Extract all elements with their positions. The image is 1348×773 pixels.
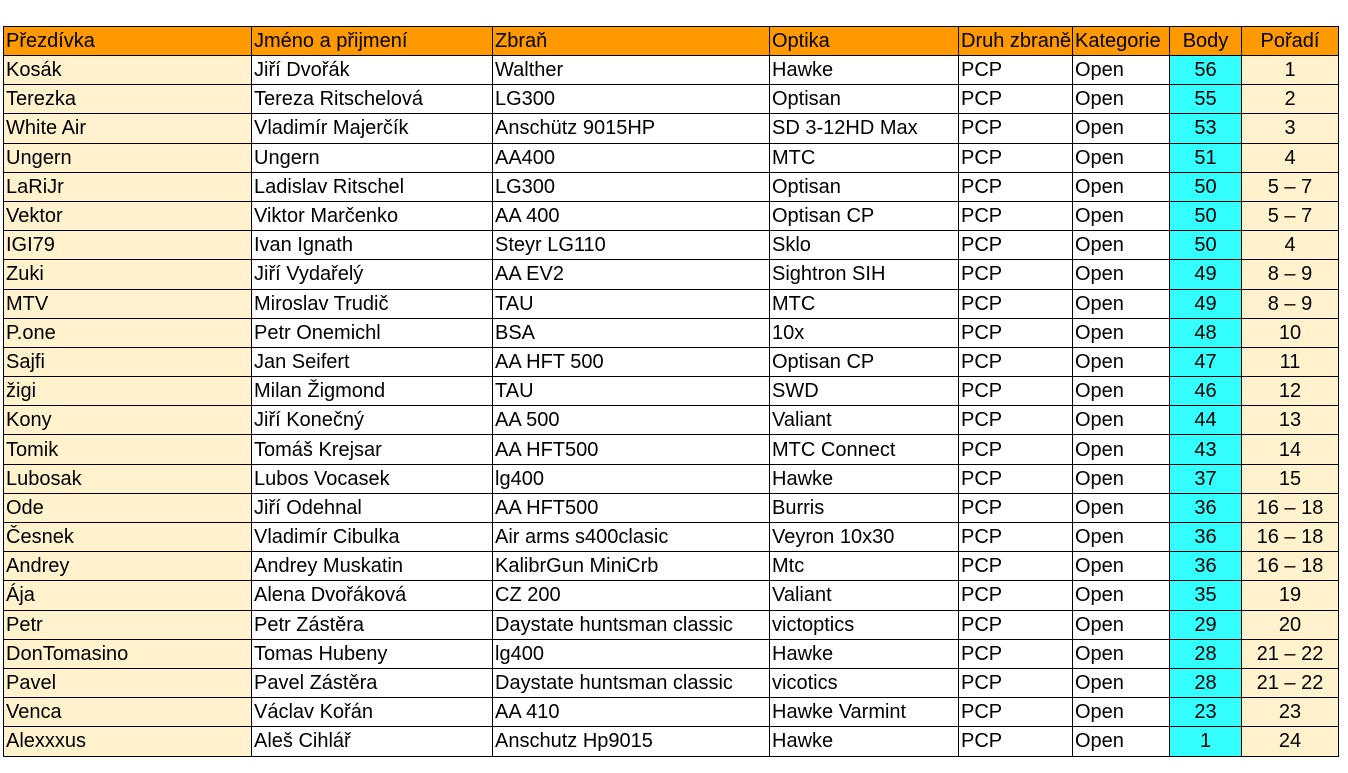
weapon-type-cell[interactable]: PCP <box>959 85 1073 114</box>
optics-cell[interactable]: MTC Connect <box>770 435 959 464</box>
optics-cell[interactable]: Optisan <box>770 172 959 201</box>
category-cell[interactable]: Open <box>1073 318 1170 347</box>
nickname-cell[interactable]: Kony <box>4 406 252 435</box>
results-sheet <box>3 26 1339 757</box>
table-row <box>4 610 1339 639</box>
rank-cell[interactable]: 16 – 18 <box>1242 493 1339 522</box>
name-cell[interactable]: Viktor Marčenko <box>252 201 493 230</box>
rank-cell[interactable]: 8 – 9 <box>1242 260 1339 289</box>
name-cell[interactable]: Jiří Dvořák <box>252 56 493 85</box>
header-nickname[interactable]: Přezdívka <box>4 27 252 56</box>
weapon-cell[interactable]: Air arms s400clasic <box>493 523 770 552</box>
table-row <box>4 114 1339 143</box>
points-cell[interactable]: 49 <box>1170 260 1242 289</box>
nickname-cell[interactable]: White Air <box>4 114 252 143</box>
name-cell[interactable]: Jiří Odehnal <box>252 493 493 522</box>
table-row <box>4 668 1339 697</box>
category-cell[interactable]: Open <box>1073 260 1170 289</box>
rank-cell[interactable]: 21 – 22 <box>1242 639 1339 668</box>
rank-cell[interactable]: 4 <box>1242 231 1339 260</box>
nickname-cell[interactable]: Pavel <box>4 668 252 697</box>
weapon-type-cell[interactable]: PCP <box>959 231 1073 260</box>
table-row <box>4 523 1339 552</box>
nickname-cell[interactable]: MTV <box>4 289 252 318</box>
nickname-cell[interactable]: Ungern <box>4 143 252 172</box>
points-cell[interactable]: 53 <box>1170 114 1242 143</box>
weapon-type-cell[interactable]: PCP <box>959 143 1073 172</box>
table-row <box>4 318 1339 347</box>
weapon-cell[interactable]: BSA <box>493 318 770 347</box>
weapon-type-cell[interactable]: PCP <box>959 406 1073 435</box>
optics-cell[interactable]: victoptics <box>770 610 959 639</box>
rank-cell[interactable]: 16 – 18 <box>1242 552 1339 581</box>
category-cell[interactable]: Open <box>1073 231 1170 260</box>
category-cell[interactable]: Open <box>1073 56 1170 85</box>
table-row <box>4 464 1339 493</box>
category-cell[interactable]: Open <box>1073 435 1170 464</box>
rank-cell[interactable]: 13 <box>1242 406 1339 435</box>
rank-cell[interactable]: 14 <box>1242 435 1339 464</box>
category-cell[interactable]: Open <box>1073 698 1170 727</box>
optics-cell[interactable]: Mtc <box>770 552 959 581</box>
rank-cell[interactable]: 20 <box>1242 610 1339 639</box>
points-cell[interactable]: 50 <box>1170 231 1242 260</box>
optics-cell[interactable]: SWD <box>770 377 959 406</box>
nickname-cell[interactable]: Ája <box>4 581 252 610</box>
weapon-cell[interactable]: AA 410 <box>493 698 770 727</box>
optics-cell[interactable]: Valiant <box>770 581 959 610</box>
table-row <box>4 727 1339 756</box>
weapon-cell[interactable]: TAU <box>493 289 770 318</box>
optics-cell[interactable]: vicotics <box>770 668 959 697</box>
rank-cell[interactable]: 8 – 9 <box>1242 289 1339 318</box>
table-row <box>4 581 1339 610</box>
name-cell[interactable]: Petr Zástěra <box>252 610 493 639</box>
nickname-cell[interactable]: Terezka <box>4 85 252 114</box>
results-table <box>3 26 1339 757</box>
weapon-cell[interactable]: lg400 <box>493 639 770 668</box>
weapon-type-cell[interactable]: PCP <box>959 464 1073 493</box>
weapon-cell[interactable]: Anschütz 9015HP <box>493 114 770 143</box>
name-cell[interactable]: Petr Onemichl <box>252 318 493 347</box>
name-cell[interactable]: Lubos Vocasek <box>252 464 493 493</box>
header-points[interactable]: Body <box>1170 27 1242 56</box>
weapon-type-cell[interactable]: PCP <box>959 435 1073 464</box>
nickname-cell[interactable]: Andrey <box>4 552 252 581</box>
table-row <box>4 552 1339 581</box>
points-cell[interactable]: 51 <box>1170 143 1242 172</box>
name-cell[interactable]: Jan Seifert <box>252 347 493 376</box>
table-row <box>4 289 1339 318</box>
points-cell[interactable]: 28 <box>1170 639 1242 668</box>
optics-cell[interactable]: MTC <box>770 143 959 172</box>
weapon-cell[interactable]: AA 500 <box>493 406 770 435</box>
rank-cell[interactable]: 1 <box>1242 56 1339 85</box>
nickname-cell[interactable]: Ode <box>4 493 252 522</box>
category-cell[interactable]: Open <box>1073 172 1170 201</box>
rank-cell[interactable]: 4 <box>1242 143 1339 172</box>
nickname-cell[interactable]: LaRiJr <box>4 172 252 201</box>
weapon-cell[interactable]: Walther <box>493 56 770 85</box>
name-cell[interactable]: Tereza Ritschelová <box>252 85 493 114</box>
weapon-type-cell[interactable]: PCP <box>959 318 1073 347</box>
points-cell[interactable]: 47 <box>1170 347 1242 376</box>
rank-cell[interactable]: 10 <box>1242 318 1339 347</box>
name-cell[interactable]: Andrey Muskatin <box>252 552 493 581</box>
header-weapon-type[interactable]: Druh zbraně <box>959 27 1073 56</box>
weapon-type-cell[interactable]: PCP <box>959 493 1073 522</box>
nickname-cell[interactable]: P.one <box>4 318 252 347</box>
points-cell[interactable]: 50 <box>1170 201 1242 230</box>
nickname-cell[interactable]: Venca <box>4 698 252 727</box>
optics-cell[interactable]: Sightron SIH <box>770 260 959 289</box>
name-cell[interactable]: Jiří Vydařelý <box>252 260 493 289</box>
points-cell[interactable]: 43 <box>1170 435 1242 464</box>
name-cell[interactable]: Tomas Hubeny <box>252 639 493 668</box>
table-row <box>4 85 1339 114</box>
nickname-cell[interactable]: Tomik <box>4 435 252 464</box>
table-row <box>4 493 1339 522</box>
weapon-type-cell[interactable]: PCP <box>959 610 1073 639</box>
optics-cell[interactable]: Optisan CP <box>770 347 959 376</box>
weapon-type-cell[interactable]: PCP <box>959 668 1073 697</box>
category-cell[interactable]: Open <box>1073 406 1170 435</box>
name-cell[interactable]: Vladimír Majerčík <box>252 114 493 143</box>
category-cell[interactable]: Open <box>1073 668 1170 697</box>
name-cell[interactable]: Alena Dvořáková <box>252 581 493 610</box>
header-rank[interactable]: Pořadí <box>1242 27 1339 56</box>
points-cell[interactable]: 44 <box>1170 406 1242 435</box>
weapon-cell[interactable]: Daystate huntsman classic <box>493 610 770 639</box>
points-cell[interactable]: 29 <box>1170 610 1242 639</box>
category-cell[interactable]: Open <box>1073 201 1170 230</box>
weapon-type-cell[interactable]: PCP <box>959 639 1073 668</box>
weapon-cell[interactable]: AA 400 <box>493 201 770 230</box>
header-category[interactable]: Kategorie <box>1073 27 1170 56</box>
rank-cell[interactable]: 21 – 22 <box>1242 668 1339 697</box>
weapon-type-cell[interactable]: PCP <box>959 727 1073 756</box>
weapon-type-cell[interactable]: PCP <box>959 347 1073 376</box>
weapon-cell[interactable]: AA HFT500 <box>493 493 770 522</box>
points-cell[interactable]: 50 <box>1170 172 1242 201</box>
table-row <box>4 201 1339 230</box>
table-row <box>4 347 1339 376</box>
weapon-cell[interactable]: AA EV2 <box>493 260 770 289</box>
nickname-cell[interactable]: Zuki <box>4 260 252 289</box>
points-cell[interactable]: 56 <box>1170 56 1242 85</box>
table-row <box>4 435 1339 464</box>
points-cell[interactable]: 48 <box>1170 318 1242 347</box>
nickname-cell[interactable]: Kosák <box>4 56 252 85</box>
weapon-type-cell[interactable]: PCP <box>959 377 1073 406</box>
optics-cell[interactable]: 10x <box>770 318 959 347</box>
nickname-cell[interactable]: IGI79 <box>4 231 252 260</box>
rank-cell[interactable]: 19 <box>1242 581 1339 610</box>
nickname-cell[interactable]: žigi <box>4 377 252 406</box>
rank-cell[interactable]: 5 – 7 <box>1242 201 1339 230</box>
category-cell[interactable]: Open <box>1073 610 1170 639</box>
category-cell[interactable]: Open <box>1073 143 1170 172</box>
nickname-cell[interactable]: DonTomasino <box>4 639 252 668</box>
weapon-cell[interactable]: AA HFT 500 <box>493 347 770 376</box>
category-cell[interactable]: Open <box>1073 464 1170 493</box>
optics-cell[interactable]: MTC <box>770 289 959 318</box>
category-cell[interactable]: Open <box>1073 114 1170 143</box>
category-cell[interactable]: Open <box>1073 347 1170 376</box>
name-cell[interactable]: Ungern <box>252 143 493 172</box>
weapon-type-cell[interactable]: PCP <box>959 523 1073 552</box>
rank-cell[interactable]: 12 <box>1242 377 1339 406</box>
rank-cell[interactable]: 5 – 7 <box>1242 172 1339 201</box>
points-cell[interactable]: 55 <box>1170 85 1242 114</box>
name-cell[interactable]: Vladimír Cibulka <box>252 523 493 552</box>
optics-cell[interactable]: Hawke Varmint <box>770 698 959 727</box>
nickname-cell[interactable]: Alexxxus <box>4 727 252 756</box>
optics-cell[interactable]: Sklo <box>770 231 959 260</box>
weapon-type-cell[interactable]: PCP <box>959 581 1073 610</box>
weapon-cell[interactable]: LG300 <box>493 85 770 114</box>
category-cell[interactable]: Open <box>1073 289 1170 318</box>
weapon-type-cell[interactable]: PCP <box>959 172 1073 201</box>
optics-cell[interactable]: Valiant <box>770 406 959 435</box>
weapon-cell[interactable]: CZ 200 <box>493 581 770 610</box>
rank-cell[interactable]: 24 <box>1242 727 1339 756</box>
optics-cell[interactable]: SD 3-12HD Max <box>770 114 959 143</box>
rank-cell[interactable]: 16 – 18 <box>1242 523 1339 552</box>
rank-cell[interactable]: 2 <box>1242 85 1339 114</box>
name-cell[interactable]: Tomáš Krejsar <box>252 435 493 464</box>
weapon-type-cell[interactable]: PCP <box>959 56 1073 85</box>
table-row <box>4 231 1339 260</box>
points-cell[interactable]: 46 <box>1170 377 1242 406</box>
name-cell[interactable]: Pavel Zástěra <box>252 668 493 697</box>
weapon-type-cell[interactable]: PCP <box>959 114 1073 143</box>
weapon-cell[interactable]: AA400 <box>493 143 770 172</box>
nickname-cell[interactable]: Vektor <box>4 201 252 230</box>
category-cell[interactable]: Open <box>1073 639 1170 668</box>
weapon-cell[interactable]: KalibrGun MiniCrb <box>493 552 770 581</box>
category-cell[interactable]: Open <box>1073 523 1170 552</box>
points-cell[interactable]: 49 <box>1170 289 1242 318</box>
table-row <box>4 698 1339 727</box>
weapon-type-cell[interactable]: PCP <box>959 289 1073 318</box>
name-cell[interactable]: Václav Kořán <box>252 698 493 727</box>
points-cell[interactable]: 35 <box>1170 581 1242 610</box>
name-cell[interactable]: Miroslav Trudič <box>252 289 493 318</box>
nickname-cell[interactable]: Česnek <box>4 523 252 552</box>
table-row <box>4 639 1339 668</box>
category-cell[interactable]: Open <box>1073 377 1170 406</box>
optics-cell[interactable]: Hawke <box>770 464 959 493</box>
points-cell[interactable]: 23 <box>1170 698 1242 727</box>
category-cell[interactable]: Open <box>1073 552 1170 581</box>
name-cell[interactable]: Milan Žigmond <box>252 377 493 406</box>
name-cell[interactable]: Ivan Ignath <box>252 231 493 260</box>
points-cell[interactable]: 28 <box>1170 668 1242 697</box>
optics-cell[interactable]: Veyron 10x30 <box>770 523 959 552</box>
rank-cell[interactable]: 11 <box>1242 347 1339 376</box>
points-cell[interactable]: 1 <box>1170 727 1242 756</box>
table-row <box>4 56 1339 85</box>
category-cell[interactable]: Open <box>1073 85 1170 114</box>
weapon-cell[interactable]: Anschutz Hp9015 <box>493 727 770 756</box>
header-optics[interactable]: Optika <box>770 27 959 56</box>
points-cell[interactable]: 37 <box>1170 464 1242 493</box>
rank-cell[interactable]: 15 <box>1242 464 1339 493</box>
category-cell[interactable]: Open <box>1073 727 1170 756</box>
table-row <box>4 172 1339 201</box>
table-row <box>4 406 1339 435</box>
header-row <box>4 27 1339 56</box>
weapon-type-cell[interactable]: PCP <box>959 201 1073 230</box>
optics-cell[interactable]: Optisan CP <box>770 201 959 230</box>
weapon-cell[interactable]: LG300 <box>493 172 770 201</box>
weapon-type-cell[interactable]: PCP <box>959 552 1073 581</box>
weapon-cell[interactable]: lg400 <box>493 464 770 493</box>
name-cell[interactable]: Ladislav Ritschel <box>252 172 493 201</box>
rank-cell[interactable]: 3 <box>1242 114 1339 143</box>
points-cell[interactable]: 36 <box>1170 552 1242 581</box>
optics-cell[interactable]: Hawke <box>770 727 959 756</box>
points-cell[interactable]: 36 <box>1170 523 1242 552</box>
optics-cell[interactable]: Hawke <box>770 56 959 85</box>
weapon-cell[interactable]: AA HFT500 <box>493 435 770 464</box>
optics-cell[interactable]: Burris <box>770 493 959 522</box>
category-cell[interactable]: Open <box>1073 493 1170 522</box>
table-row <box>4 260 1339 289</box>
nickname-cell[interactable]: Petr <box>4 610 252 639</box>
weapon-cell[interactable]: Daystate huntsman classic <box>493 668 770 697</box>
name-cell[interactable]: Jiří Konečný <box>252 406 493 435</box>
optics-cell[interactable]: Optisan <box>770 85 959 114</box>
weapon-cell[interactable]: TAU <box>493 377 770 406</box>
nickname-cell[interactable]: Sajfi <box>4 347 252 376</box>
weapon-type-cell[interactable]: PCP <box>959 260 1073 289</box>
category-cell[interactable]: Open <box>1073 581 1170 610</box>
name-cell[interactable]: Aleš Cihlář <box>252 727 493 756</box>
points-cell[interactable]: 36 <box>1170 493 1242 522</box>
rank-cell[interactable]: 23 <box>1242 698 1339 727</box>
table-row <box>4 143 1339 172</box>
table-body <box>4 56 1339 757</box>
weapon-type-cell[interactable]: PCP <box>959 698 1073 727</box>
optics-cell[interactable]: Hawke <box>770 639 959 668</box>
table-row <box>4 377 1339 406</box>
header-name[interactable]: Jméno a přijmení <box>252 27 493 56</box>
nickname-cell[interactable]: Lubosak <box>4 464 252 493</box>
weapon-cell[interactable]: Steyr LG110 <box>493 231 770 260</box>
header-weapon[interactable]: Zbraň <box>493 27 770 56</box>
